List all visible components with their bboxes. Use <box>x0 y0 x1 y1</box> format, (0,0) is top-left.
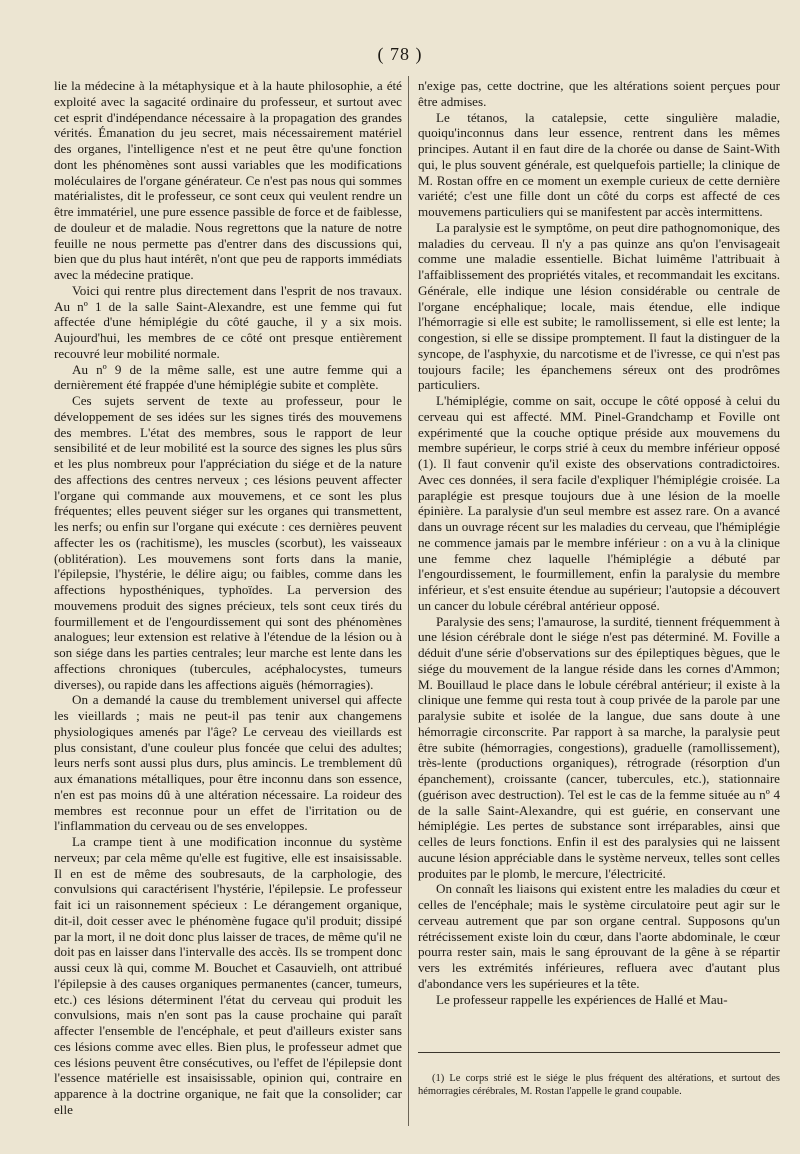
paragraph: Le tétanos, la catalepsie, cette singulière maladie, quoiqu'inconnus dans leur essence, rentrent dans les mêmes principes. Autant il en faut dire de la chorée ou danse de Saint-With qui, le plus souvent générale, est quelquefois partielle; la clinique de M. Rostan offre en ce moment un exemple curieux de cette dernière variété; c'est une fille dont un côté du corps est affecté de ces mouvemens particuliers qui se manifestent par accès intermittens. <box>418 109 780 219</box>
paragraph: La paralysie est le symptôme, on peut dire pathognomonique, des maladies du cerveau. Il n'y a pas quinze ans qu'on l'envisageait comme une maladie essentielle. Bichat luimême l'attribuait à l'affaiblissement des propriétés vitales, et recommandait les excitans. Générale, elle indique une lésion considérable ou centrale de l'organe encéphalique; locale, mais étendue, elle indique l'hémorragie si elle est subite; le ramollissement, si elle est lente; la congestion, si elle se dissipe promptement. Il faut la distinguer de la syncope, de l'asphyxie, du narcotisme et de l'ivresse, ce qui n'est pas toujours facile; les épanchemens séreux ont des prodrômes particuliers. <box>418 219 780 393</box>
paragraph: L'hémiplégie, comme on sait, occupe le côté opposé à celui du cerveau qui est affecté. MM. Pinel-Grandchamp et Foville ont expérimenté que la couche optique préside aux mouvemens du membre supérieur, le corps strié à ceux du membre inférieur opposé (1). Il faut convenir qu'il existe des observations contradictoires. Avec ces données, il sera facile d'expliquer l'hémiplégie croisée. La paraplégie est presque toujours due à une lésion de la moelle épinière. La paralysie d'un seul membre est assez rare. On a avancé dans un ouvrage récent sur les maladies du cerveau, que l'hémiplégie ne commence jamais par le membre inférieur : on a vu à la clinique une femme chez laquelle l'hémiplégie a débuté par l'engourdissement, le fourmillement, enfin la paralysie du membre inférieur, et s'est ensuite étendue au supérieur; l'autopsie a découvert un cancer du lobule cérébral antérieur opposé. <box>418 393 780 613</box>
paragraph: n'exige pas, cette doctrine, que les altérations soient perçues pour être admises. <box>418 78 780 109</box>
footnote-divider <box>418 1052 780 1053</box>
footnote <box>418 1072 780 1098</box>
paragraph: Paralysie des sens; l'amaurose, la surdité, tiennent fréquemment à une lésion cérébrale dont le siége n'est pas déterminé. M. Foville a déduit d'une série d'observations sur des épileptiques bègues, que le siége du mouvement de la langue réside dans les cornes d'Ammon; M. Bouillaud le place dans le lobule cérébral antérieur; il existe à la clinique une femme qui resta tout à coup privée de la parole par une paralysie subite et isolée de la langue, due sans doute à une hémorragie circonscrite. Par rapport à sa marche, la paralysie peut être subite (hémorragies, congestions), graduelle (ramollissement), très-lente (productions organiques), rétrograde (résorption d'un épanchement), croissante (cancer, tubercules, etc.), stationnaire (guérison avec destruction). Tel est le cas de la femme située au nº 4 de la salle Saint-Alexandre, qui est guérie, en conservant une hémiplégie. Les pertes de substance sont irréparables, ainsi que celles de leurs fonctions. Enfin il est des paralysies qui ne laissent aucune lésion appréciable dans le système nerveux, telles sont celles produites par le plomb, le mercure, l'électricité. <box>418 613 780 881</box>
paragraph: Le professeur rappelle les expériences de Hallé et Mau- <box>436 991 728 1007</box>
right-column <box>418 78 780 1007</box>
paragraph: Voici qui rentre plus directement dans l'esprit de nos travaux. Au nº 1 de la salle Saint-Alexandre, est une femme qui fut affectée d'une hémiplégie du côté gauche, il y a six mois. Aujourd'hui, les membres de ce côté ont presque entièrement recouvré leur mobilité normale. <box>54 282 402 361</box>
paragraph: On connaît les liaisons qui existent entre les maladies du cœur et celles de l'encéphale; mais le système circulatoire peut agir sur le cerveau autrement que par son organe central. Supposons qu'un rétrécissement existe loin du cœur, dans l'aorte abdominale, le cœur pourra rester sain, mais le sang éprouvant de la gêne à se répartir vers les extrémités inférieures, refluera avec d'autant plus d'abondance vers les supérieures et la tête. <box>418 881 780 991</box>
page-number: ( 78 ) <box>377 44 423 64</box>
paragraph: La crampe tient à une modification inconnue du système nerveux; par cela même qu'elle est fugitive, elle est insaisissable. Il en est de même des soubresauts, de la carphologie, des convulsions qui caractérisent l'hystérie, l'épilepsie. Le professeur fait ici un raisonnement spécieux : Le dérangement organique, dit-il, doit cesser avec le phénomène fugace qu'il produit; dissipé par la mort, il ne doit donc plus laisser de traces, de même qu'il ne doit pas en laisser dans l'intervalle des accès. Ils se trompent donc aussi ceux là qui, comme M. Bouchet et Casauvielh, ont attribué l'épilepsie à des causes organiques permanentes (cancer, tumeurs, etc.) ces lésions déterminent l'état du cerveau qui produit les convulsions, mais n'en sont pas la cause prochaine qui paraît affecter l'ensemble de l'encéphale, et peut d'ailleurs exister sans ces lésions comme avec elles. Bien plus, le professeur admet que ces lésions peuvent être consécutives, ou l'effet de l'épilepsie dont l'essence matérielle est insaisissable, opinion qui, contraire en apparence à la doctrine organique, ne fait que la consolider; car elle <box>54 834 402 1117</box>
footnote-text: (1) Le corps strié est le siége le plus fréquent des altérations, et surtout des hémorragies cérébrales, M. Rostan l'appelle le grand coupable. <box>418 1073 780 1097</box>
paragraph: Au nº 9 de la même salle, est une autre femme qui a dernièrement été frappée d'une hémiplégie subite et complète. <box>54 361 402 393</box>
paragraph: On a demandé la cause du tremblement universel qui affecte les vieillards ; mais ne peut-il pas tenir aux changemens physiologiques amenés par l'âge? Le cerveau des vieillards est plus consistant, d'une couleur plus foncée que celui des adultes; leurs nerfs sont aussi plus durs, plus amincis. Le tremblement dû aux émanations métalliques, pour être inconnu dans son essence, n'en est pas moins dû à une altération nécessaire. La roideur des membres est reconnue pour un effet de l'irritation ou de l'inflammation du cerveau ou de ses enveloppes. <box>54 692 402 834</box>
left-column <box>54 78 402 1118</box>
paragraph: Ces sujets servent de texte au professeur, pour le développement de ses idées sur les signes tirés des mouvemens des membres. L'état des membres, sous le rapport de leur sensibilité et de leur mobilité est la source des signes les plus sûrs et les plus nombreux pour l'appréciation du siége et de la nature des affections des centres nerveux ; ces lésions peuvent affecter l'organe qui commande aux mouvemens, et ce sont les plus fréquentes; elles peuvent siéger sur les organes qui transmettent, les nerfs; ou enfin sur l'organe qui exécute : ces dernières peuvent affecter les os (rachitisme), les muscles (scorbut), les vaisseaux (oblitération). Les mouvemens sont forts dans la manie, l'épilepsie, l'hystérie, le délire aigu; ou faibles, comme dans les affections hyposthéniques, typhoïdes. La perversion des mouvemens produit des signes précieux, tels sont ceux tirés du fourmillement et de l'engourdissement qui sont des phénomènes analogues; leur extension est relative à l'étendue de la lésion ou à son siége dans les parties centrales; leur marche est lente dans les affections chroniques (tubercules, acéphalocystes, tumeurs diverses), ou rapide dans les affections aiguës (hémorragies). <box>54 393 402 692</box>
paragraph: lie la médecine à la métaphysique et à la haute philosophie, a été exploité avec la sagacité ordinaire du professeur, et surtout avec cet esprit d'indépendance nécessaire à la propagation des grandes vérités. Émanation du jeu secret, mais nécessairement matériel des organes, l'intelligence n'est et ne peut être qu'une fonction dont les phénomènes sont aussi variables que les modifications moléculaires de l'organe générateur. Ce n'est pas nous qui sommes matérialistes, dit le professeur, ce sont ceux qui veulent rendre un être immatériel, une pure essence passible de force et de faiblesse, de douleur et de maladie. Nous regrettons que la nature de notre feuille ne nous permette pas d'entrer dans des discussions qui, bien que du plus haut intérêt, n'ont que peu de rapports immédiats avec la médecine pratique. <box>54 78 402 282</box>
column-divider <box>408 76 409 1126</box>
